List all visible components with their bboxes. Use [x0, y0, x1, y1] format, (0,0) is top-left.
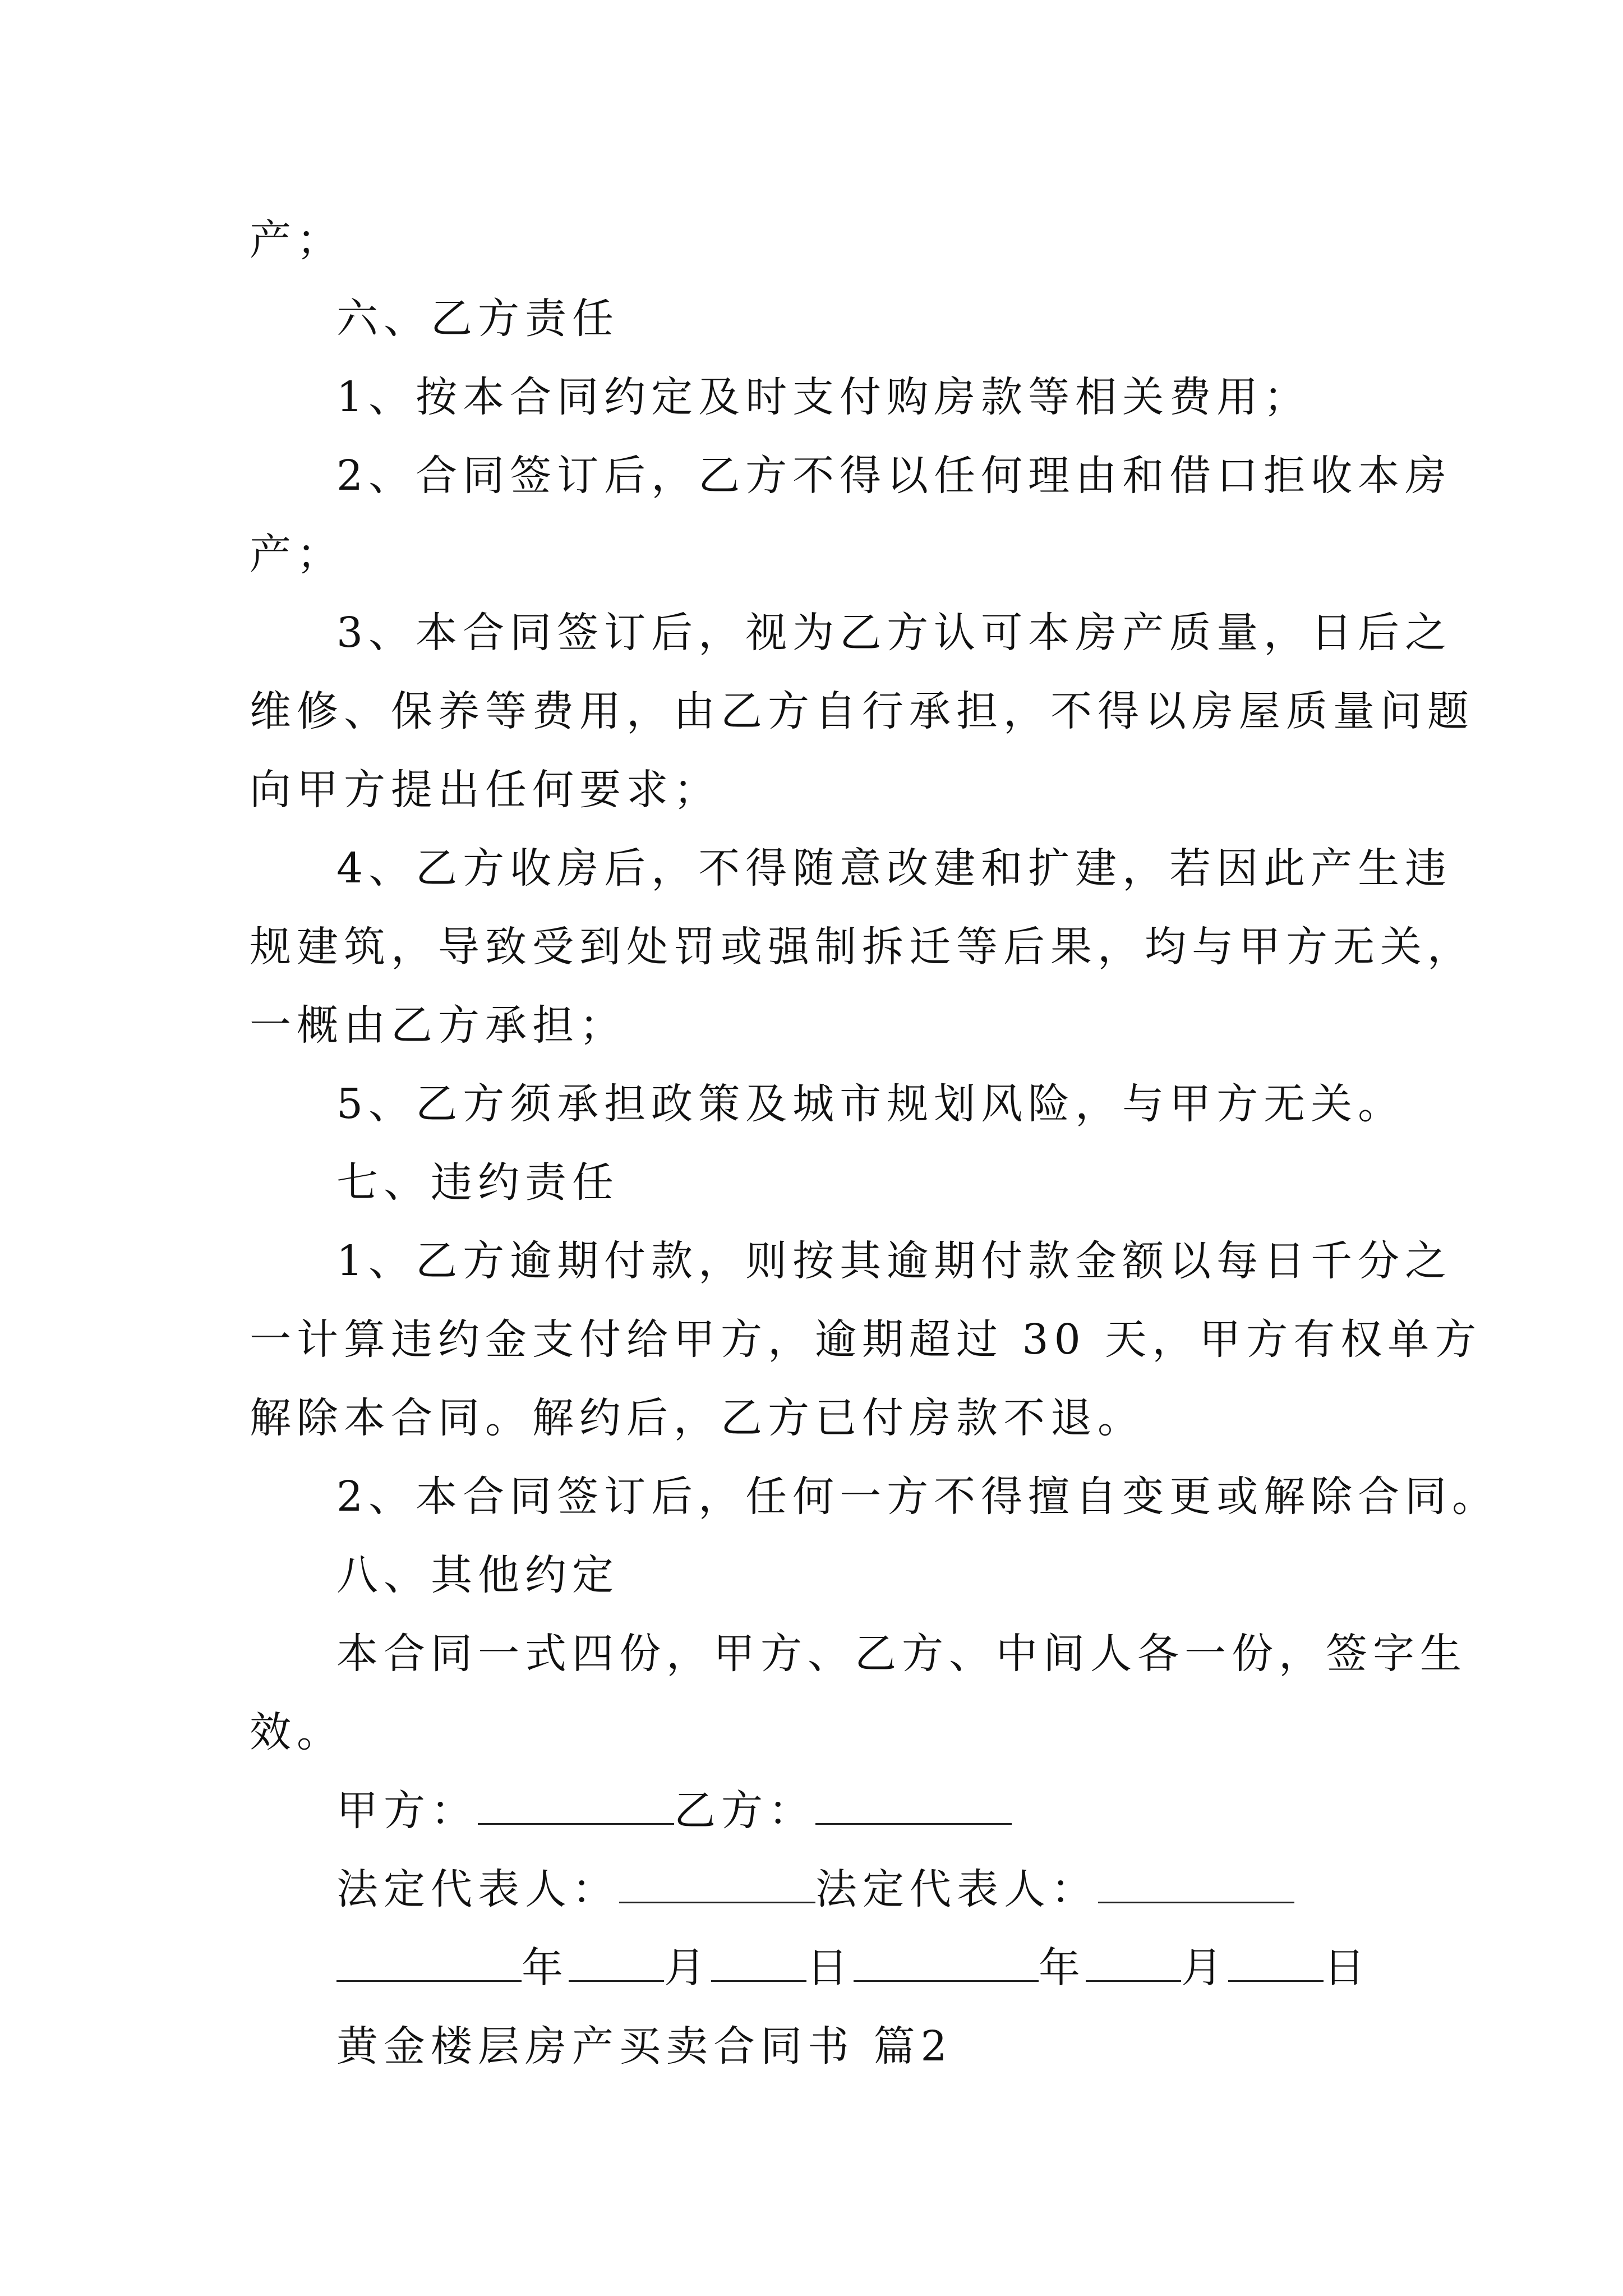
clause-6-4: 4、乙方收房后，不得随意改建和扩建，若因此产生违 [336, 844, 1453, 892]
rep-b-label: 法定代表人： [815, 1865, 1098, 1913]
text-line-1: 产； [250, 216, 344, 264]
rep-a-blank[interactable] [619, 1865, 815, 1903]
clause-8-cont: 效。 [250, 1708, 344, 1756]
party-a-blank[interactable] [478, 1786, 674, 1825]
party-b-blank[interactable] [815, 1786, 1012, 1825]
date-b-day-label: 日 [1324, 1944, 1371, 1992]
clause-6-4-cont-2: 一概由乙方承担； [250, 1001, 626, 1050]
clause-6-3: 3、本合同签订后，视为乙方认可本房产质量，日后之 [336, 609, 1453, 657]
clause-6-3-cont-2: 向甲方提出任何要求； [250, 766, 721, 814]
section-heading-8: 八、其他约定 [336, 1551, 619, 1599]
clause-6-1: 1、按本合同约定及时支付购房款等相关费用； [336, 373, 1311, 421]
rep-a-label: 法定代表人： [336, 1865, 619, 1913]
date-b-month-label: 月 [1181, 1944, 1228, 1992]
clause-7-1: 1、乙方逾期付款，则按其逾期付款金额以每日千分之 [336, 1237, 1453, 1285]
clause-6-2-cont: 产； [250, 530, 344, 578]
party-a-label: 甲方： [336, 1787, 478, 1835]
date-b-year-blank[interactable] [854, 1943, 1039, 1982]
date-a-year-blank[interactable] [336, 1943, 522, 1982]
next-section-title: 黄金楼层房产买卖合同书 篇2 [336, 2022, 953, 2070]
date-a-day-label: 日 [806, 1944, 854, 1992]
clause-6-3-cont-1: 维修、保养等费用，由乙方自行承担，不得以房屋质量问题 [250, 687, 1474, 735]
date-b-year-label: 年 [1039, 1944, 1086, 1992]
party-b-label: 乙方： [674, 1787, 815, 1835]
clause-7-2: 2、本合同签订后，任何一方不得擅自变更或解除合同。 [336, 1473, 1500, 1521]
date-a-month-blank[interactable] [569, 1943, 664, 1982]
signature-reps-row [336, 1861, 1492, 1917]
signature-parties-row [336, 1783, 1492, 1839]
clause-7-1-cont-2: 解除本合同。解约后，乙方已付房款不退。 [250, 1394, 1145, 1442]
section-heading-6: 六、乙方责任 [336, 295, 619, 343]
clause-6-5: 5、乙方须承担政策及城市规划风险，与甲方无关。 [336, 1080, 1405, 1128]
section-heading-7: 七、违约责任 [336, 1158, 619, 1207]
clause-7-1-cont-1: 一计算违约金支付给甲方，逾期超过 30 天，甲方有权单方 [250, 1315, 1482, 1364]
clause-6-4-cont-1: 规建筑，导致受到处罚或强制拆迁等后果，均与甲方无关， [250, 923, 1474, 971]
signature-date-row [336, 1940, 1492, 1996]
clause-6-2: 2、合同签订后，乙方不得以任何理由和借口拒收本房 [336, 452, 1453, 500]
date-a-year-label: 年 [522, 1944, 569, 1992]
date-b-month-blank[interactable] [1086, 1943, 1181, 1982]
date-b-day-blank[interactable] [1228, 1943, 1324, 1982]
rep-b-blank[interactable] [1098, 1865, 1294, 1903]
clause-8: 本合同一式四份，甲方、乙方、中间人各一份，签字生 [336, 1630, 1467, 1678]
date-a-month-label: 月 [664, 1944, 711, 1992]
date-a-day-blank[interactable] [711, 1943, 806, 1982]
